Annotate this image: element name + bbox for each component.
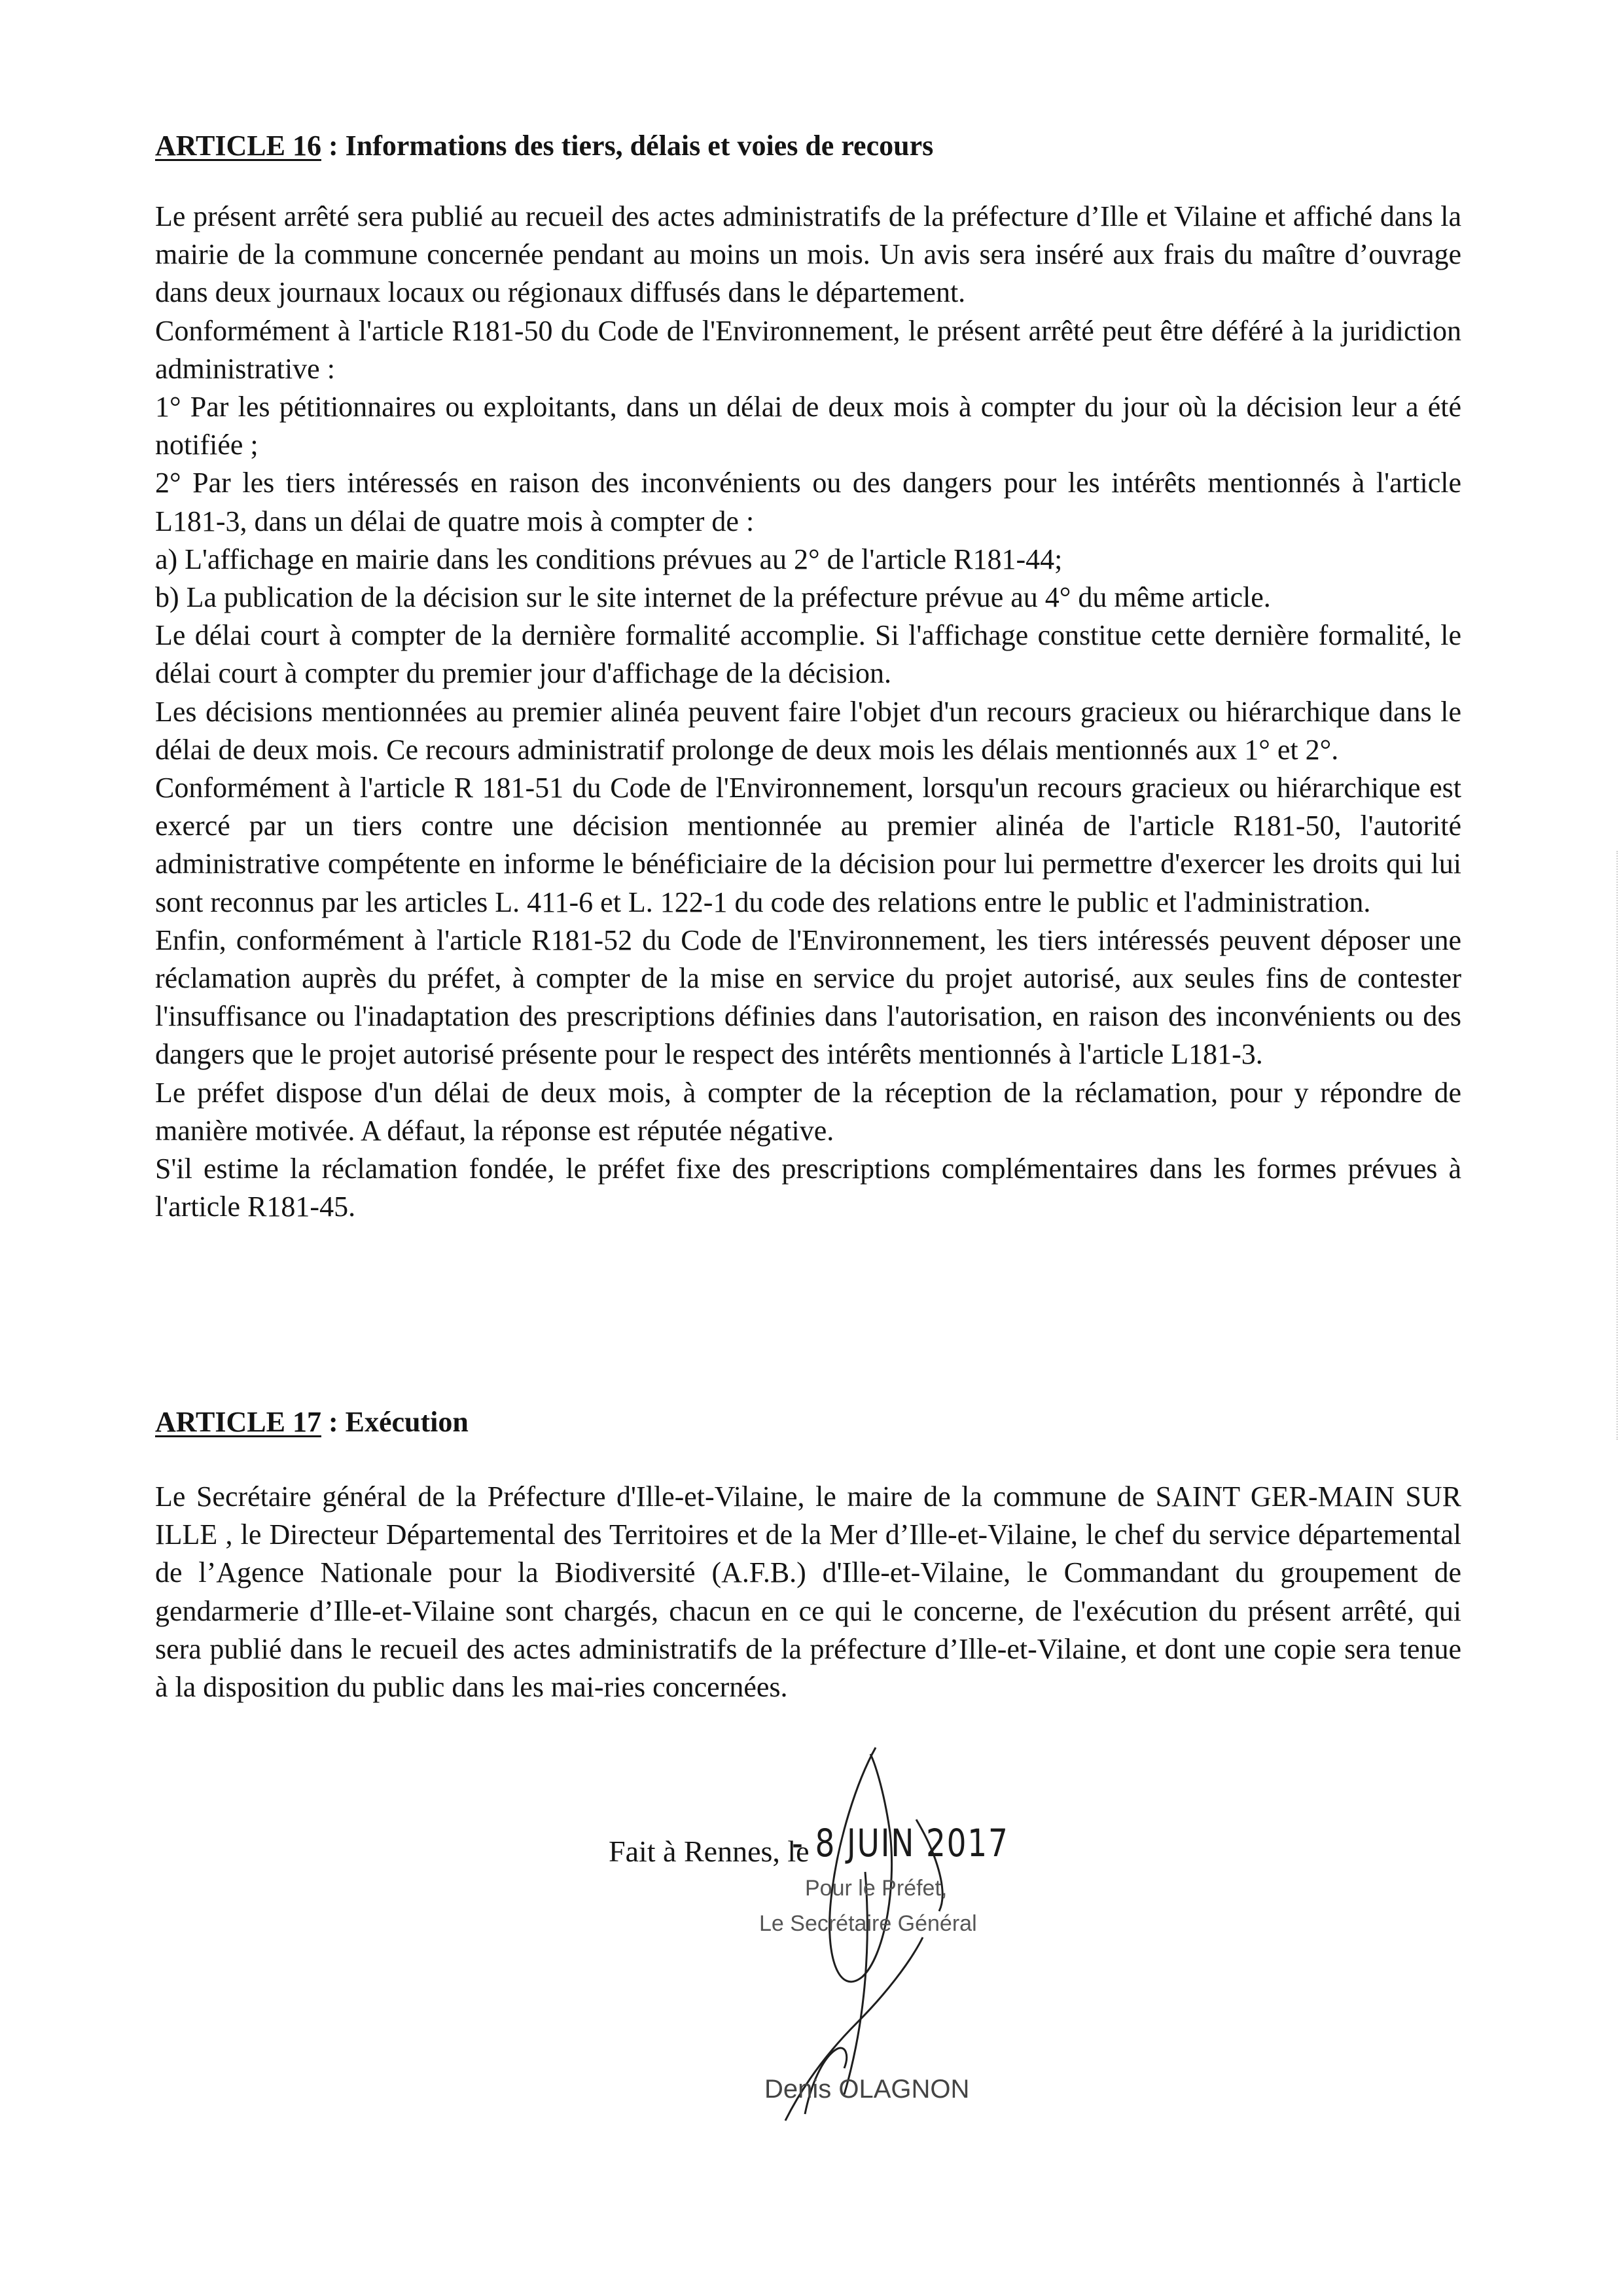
paragraph: a) L'affichage en mairie dans les conditions prévues au 2° de l'article R181-44; (155, 543, 1063, 575)
article-16-heading (155, 128, 933, 164)
paragraph: Les décisions mentionnées au premier alinéa peuvent faire l'objet d'un recours gracieux ou hiérarchique dans le délai de deux mois. Ce recours administratif prolonge de deux mois les délais mentionnés aux 1° et 2°. (155, 695, 1461, 766)
paragraph: Conformément à l'article R 181-51 du Code de l'Environnement, lorsqu'un recours gracieux ou hiérarchique est exercé par un tiers contre une décision mentionnée au premier alinéa de l'article R181-50, l'autorité administrative compétente en informe le bénéficiaire de la décision pour lui permettre d'exercer les droits qui lui sont reconnus par les articles L. 411-6 et L. 122-1 du code des relations entre le public et l'administration. (155, 772, 1461, 918)
article-16-body (155, 198, 1461, 1226)
paragraph: Le Secrétaire général de la Préfecture d'Ille-et-Vilaine, le maire de la commune de SAINT GER-MAIN SUR ILLE , le Directeur Départemental des Territoires et de la Mer d’Ille-et-Vilaine, le chef du service départemental de l’Agence Nationale pour la Biodiversité (A.F.B.) d'Ille-et-Vilaine, le Commandant du groupement de gendarmerie d’Ille-et-Vilaine sont chargés, chacun en ce qui le concerne, de l'exécution du présent arrêté, qui sera publié dans le recueil des actes administratifs de la préfecture d’Ille-et-Vilaine, et dont une copie sera tenue à la disposition du public dans les mai-ries concernées. (155, 1480, 1461, 1704)
article-17-heading (155, 1405, 469, 1440)
scan-margin-dots (1616, 851, 1623, 1440)
article-17-body (155, 1478, 1461, 1706)
signature-place-date: Fait à Rennes, le (609, 1835, 810, 1868)
article-17-number: ARTICLE 17 (155, 1406, 321, 1438)
signature-block (609, 1820, 1106, 2121)
paragraph: Le présent arrêté sera publié au recueil des actes administratifs de la préfecture d’Ille et Vilaine et affiché dans la mairie de la commune concernée pendant au moins un mois. Un avis sera inséré aux frais du maître d’ouvrage dans deux journaux locaux ou régionaux diffusés dans le département. (155, 200, 1461, 309)
paragraph: b) La publication de la décision sur le site internet de la préfecture prévue au 4° du même article. (155, 581, 1271, 614)
article-16-number: ARTICLE 16 (155, 130, 321, 162)
date-stamp: - 8 JUIN 2017 (792, 1821, 1009, 1865)
paragraph: 2° Par les tiers intéressés en raison des inconvénients ou des dangers pour les intérêts mentionnés à l'article L181-3, dans un délai de quatre mois à compter de : (155, 467, 1461, 537)
article-16-title: : Informations des tiers, délais et voies de recours (321, 130, 934, 162)
paragraph: Enfin, conformément à l'article R181-52 du Code de l'Environnement, les tiers intéressés peuvent déposer une réclamation auprès du préfet, à compter de la mise en service du projet autorisé, aux seules fins de contester l'insuffisance ou l'inadaptation des prescriptions définies dans l'autorisation, en raison des inconvénients ou des dangers que le projet autorisé présente pour le respect des intérêts mentionnés à l'article L181-3. (155, 924, 1461, 1071)
signature-secretaire-general: Le Secrétaire Général (759, 1911, 977, 1936)
paragraph: Le délai court à compter de la dernière formalité accomplie. Si l'affichage constitue cette dernière formalité, le délai court à compter du premier jour d'affichage de la décision. (155, 619, 1461, 690)
paragraph: S'il estime la réclamation fondée, le préfet fixe des prescriptions complémentaires dans les formes prévues à l'article R181-45. (155, 1153, 1461, 1223)
article-17-title: : Exécution (321, 1406, 469, 1438)
paragraph: 1° Par les pétitionnaires ou exploitants, dans un délai de deux mois à compter du jour où la décision leur a été notifiée ; (155, 391, 1461, 461)
paragraph: Le préfet dispose d'un délai de deux mois, à compter de la réception de la réclamation, pour y répondre de manière motivée. A défaut, la réponse est réputée négative. (155, 1076, 1461, 1147)
signatory-name: Denis OLAGNON (764, 2075, 970, 2104)
signature-pour-le-prefet: Pour le Préfet, (805, 1876, 948, 1901)
paragraph: Conformément à l'article R181-50 du Code de l'Environnement, le présent arrêté peut être déféré à la juridiction administrative : (155, 314, 1461, 385)
